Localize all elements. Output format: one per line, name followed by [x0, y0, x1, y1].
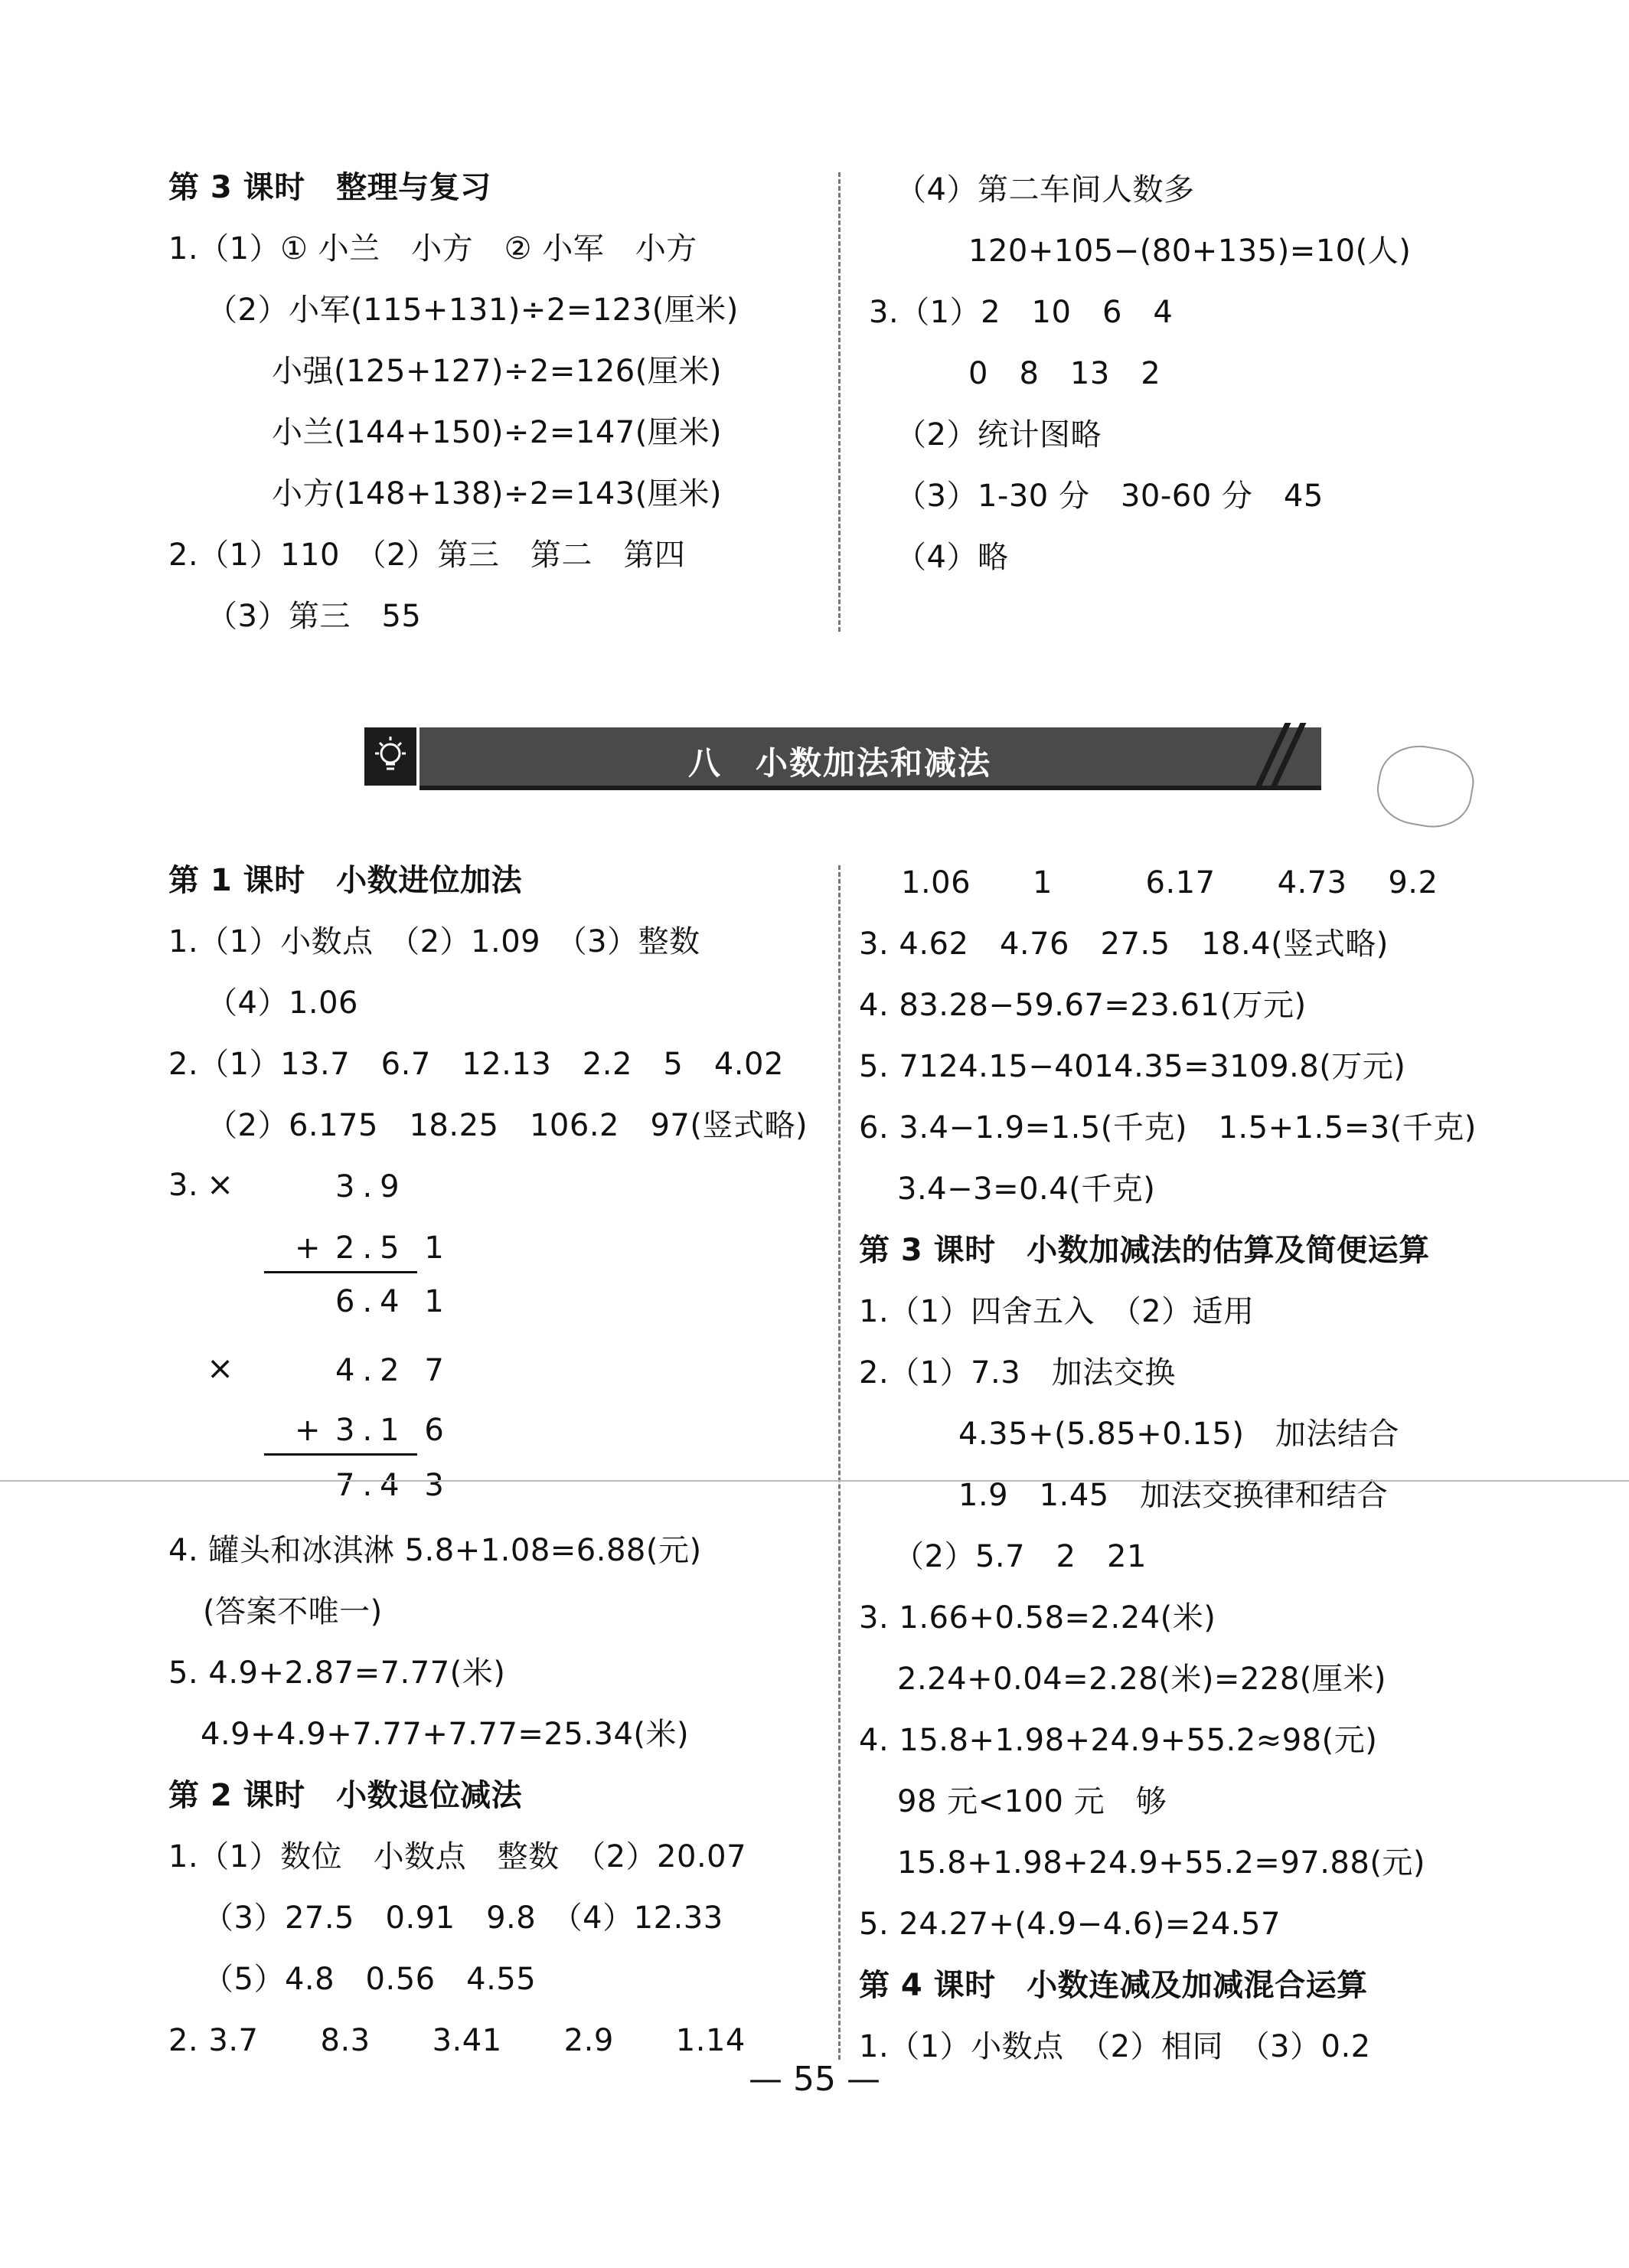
answer-line: 1.（1）四舍五入 （2）适用 — [859, 1294, 1255, 1329]
answer-line: （4）1.06 — [207, 985, 359, 1021]
vertical-bottom: 2.5 1 — [335, 1230, 452, 1266]
sum-line — [264, 1453, 417, 1456]
vertical-sign: + — [295, 1230, 322, 1266]
wrong-mark: × — [207, 1165, 234, 1203]
answer-line: 1.（1）小数点 （2）1.09 （3）整数 — [168, 924, 700, 959]
vertical-top: 4.2 7 — [335, 1353, 452, 1388]
answer-line: 小兰(144+150)÷2=147(厘米) — [272, 415, 722, 450]
wrong-mark: × — [207, 1349, 234, 1387]
answer-line: 1.（1）数位 小数点 整数 （2）20.07 — [168, 1839, 747, 1874]
lesson-heading: 第 2 课时 小数退位减法 — [168, 1778, 523, 1813]
unit-title: 八 小数加法和减法 — [687, 744, 991, 782]
answer-line: 小强(125+127)÷2=126(厘米) — [272, 354, 722, 389]
answer-line: 15.8+1.98+24.9+55.2=97.88(元) — [897, 1845, 1426, 1881]
vertical-result: 7.4 3 — [335, 1468, 452, 1503]
vertical-bottom: 3.1 6 — [335, 1413, 452, 1448]
answer-line: （2）统计图略 — [896, 417, 1102, 453]
answer-line: 1.（1）小数点 （2）相同 （3）0.2 — [859, 2029, 1371, 2064]
answer-line: （4）第二车间人数多 — [896, 172, 1195, 208]
answer-line: 3. 1.66+0.58=2.24(米) — [859, 1600, 1216, 1636]
answer-line: 5. 4.9+2.87=7.77(米) — [168, 1655, 506, 1691]
question-number: 3. — [168, 1168, 199, 1203]
answer-line: （3）27.5 0.91 9.8 （4）12.33 — [203, 1900, 723, 1936]
column-divider — [838, 865, 841, 2060]
answer-line: （2）6.175 18.25 106.2 97(竖式略) — [207, 1108, 808, 1143]
answer-line: （2）小军(115+131)÷2=123(厘米) — [207, 292, 739, 328]
answer-line: 小方(148+138)÷2=143(厘米) — [272, 476, 722, 511]
answer-line: 3.（1）2 10 6 4 — [869, 295, 1174, 330]
answer-line: 0 8 13 2 — [968, 356, 1161, 391]
answer-line: 6. 3.4−1.9=1.5(千克) 1.5+1.5=3(千克) — [859, 1110, 1477, 1145]
answer-line: （3）1-30 分 30-60 分 45 — [896, 479, 1324, 514]
answer-line: 4. 83.28−59.67=23.61(万元) — [859, 988, 1307, 1023]
answer-line: 1.（1）① 小兰 小方 ② 小军 小方 — [168, 231, 697, 266]
sum-line — [264, 1271, 417, 1273]
answer-line: 4. 罐头和冰淇淋 5.8+1.08=6.88(元) — [168, 1533, 702, 1568]
answer-line: 5. 7124.15−4014.35=3109.8(万元) — [859, 1049, 1406, 1084]
vertical-result: 6.4 1 — [335, 1284, 452, 1319]
answer-line: 1.9 1.45 加法交换律和结合 — [958, 1478, 1389, 1513]
vertical-sign: + — [295, 1413, 322, 1448]
column-divider — [838, 172, 841, 632]
lesson-heading: 第 3 课时 整理与复习 — [168, 170, 491, 205]
answer-line: （4）略 — [896, 540, 1009, 575]
bottom-right-column — [859, 0, 1594, 2268]
answer-line: （3）第三 55 — [207, 599, 422, 634]
bottom-left-column — [168, 0, 827, 2268]
lesson-heading: 第 1 课时 小数进位加法 — [168, 863, 523, 898]
answer-line: 4.35+(5.85+0.15) 加法结合 — [958, 1417, 1399, 1452]
answer-line: 2.（1）7.3 加法交换 — [859, 1355, 1176, 1391]
answer-line: 4.9+4.9+7.77+7.77=25.34(米) — [201, 1717, 690, 1752]
answer-line: 3. 4.62 4.76 27.5 18.4(竖式略) — [859, 926, 1389, 962]
answer-line: 4. 15.8+1.98+24.9+55.2≈98(元) — [859, 1723, 1378, 1758]
page-number: — 55 — — [749, 2060, 880, 2099]
answer-line: (答案不唯一) — [203, 1594, 383, 1629]
answer-line: （5）4.8 0.56 4.55 — [203, 1962, 537, 1997]
answer-line: 2.（1）13.7 6.7 12.13 2.2 5 4.02 — [168, 1047, 784, 1082]
answer-line: （2）5.7 2 21 — [893, 1539, 1147, 1574]
answer-line: 98 元<100 元 够 — [897, 1784, 1167, 1819]
page-fold-line — [0, 1480, 1629, 1482]
answer-line: 2.24+0.04=2.28(米)=228(厘米) — [897, 1662, 1387, 1697]
answer-line: 5. 24.27+(4.9−4.6)=24.57 — [859, 1907, 1281, 1942]
lesson-heading: 第 3 课时 小数加减法的估算及简便运算 — [859, 1233, 1430, 1268]
answer-line: 120+105−(80+135)=10(人) — [968, 234, 1412, 269]
lesson-heading: 第 4 课时 小数连减及加减混合运算 — [859, 1968, 1368, 2003]
answer-line: 1.06 1 6.17 4.73 9.2 — [901, 865, 1438, 900]
answer-line: 2. 3.7 8.3 3.41 2.9 1.14 — [168, 2023, 746, 2058]
answer-line: 3.4−3=0.4(千克) — [897, 1172, 1156, 1207]
vertical-top: 3.9 — [335, 1169, 407, 1204]
answer-line: 2.（1）110 （2）第三 第二 第四 — [168, 538, 686, 573]
